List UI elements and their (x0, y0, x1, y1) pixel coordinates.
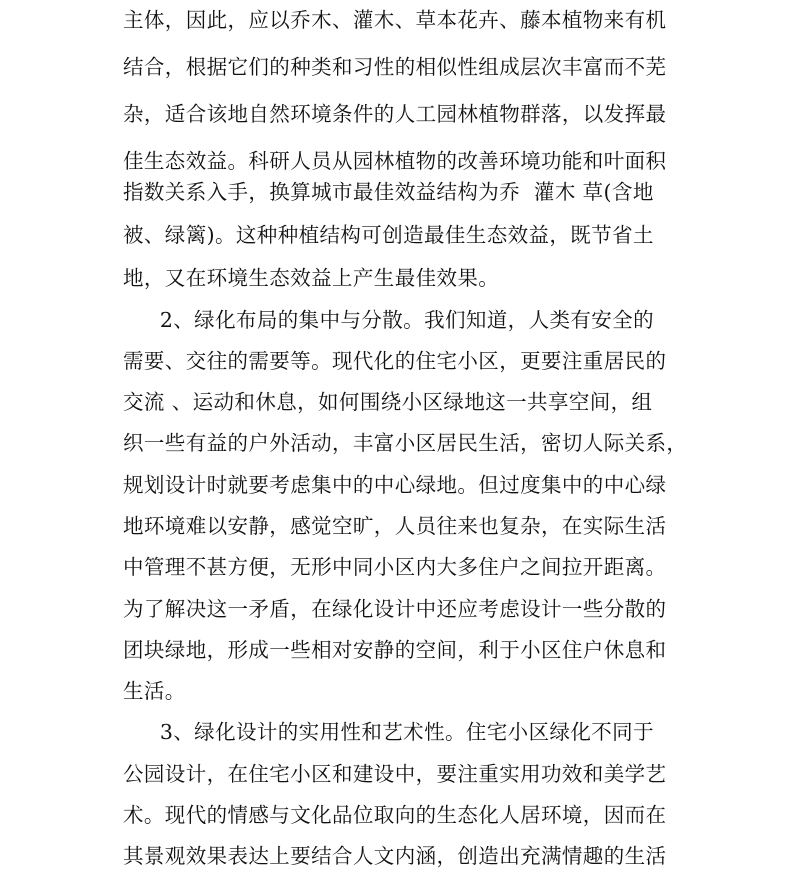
text-line: 结合，根据它们的种类和习性的相似性组成层次丰富而不芜 (123, 55, 667, 79)
text-line: 主体，因此，应以乔木、灌木、草本花卉、藤本植物来有机 (123, 8, 667, 32)
text-line: 公园设计，在住宅小区和建设中，要注重实用功效和美学艺 (123, 762, 667, 786)
text-line: 3、绿化设计的实用性和艺术性。住宅小区绿化不同于 (146, 720, 654, 744)
text-line: 生活。 (123, 679, 186, 703)
text-line: 2、绿化布局的集中与分散。我们知道，人类有安全的 (146, 308, 654, 332)
text-line: 规划设计时就要考虑集中的中心绿地。但过度集中的中心绿 (123, 473, 667, 497)
text-line: 其景观效果表达上要结合人文内涵，创造出充满情趣的生活 (123, 844, 667, 868)
text-line: 被、绿篱)。这种种植结构可创造最佳生态效益，既节省土 (123, 223, 654, 247)
text-line: 交流 、运动和休息，如何围绕小区绿地这一共享空间，组 (123, 390, 653, 414)
text-line: 中管理不甚方便，无形中同小区内大多住户之间拉开距离。 (123, 555, 667, 579)
text-line: 织一些有益的户外活动，丰富小区居民生活，密切人际关系， (123, 431, 688, 455)
text-line: 地环境难以安静，感觉空旷，人员往来也复杂，在实际生活 (123, 514, 667, 538)
text-line: 为了解决这一矛盾，在绿化设计中还应考虑设计一些分散的 (123, 597, 667, 621)
text-line: 杂，适合该地自然环境条件的人工园林植物群落，以发挥最 (123, 102, 667, 126)
text-line: 需要、交往的需要等。现代化的住宅小区，更要注重居民的 (123, 349, 667, 373)
text-line: 佳生态效益。科研人员从园林植物的改善环境功能和叶面积 (123, 149, 667, 173)
text-line: 术。现代的情感与文化品位取向的生态化人居环境，因而在 (123, 803, 667, 827)
text-line: 团块绿地，形成一些相对安静的空间，利于小区住户休息和 (123, 638, 667, 662)
text-line: 指数关系入手，换算城市最佳效益结构为乔 灌木 草(含地 (123, 180, 654, 204)
text-line: 地，又在环境生态效益上产生最佳效果。 (123, 266, 500, 290)
